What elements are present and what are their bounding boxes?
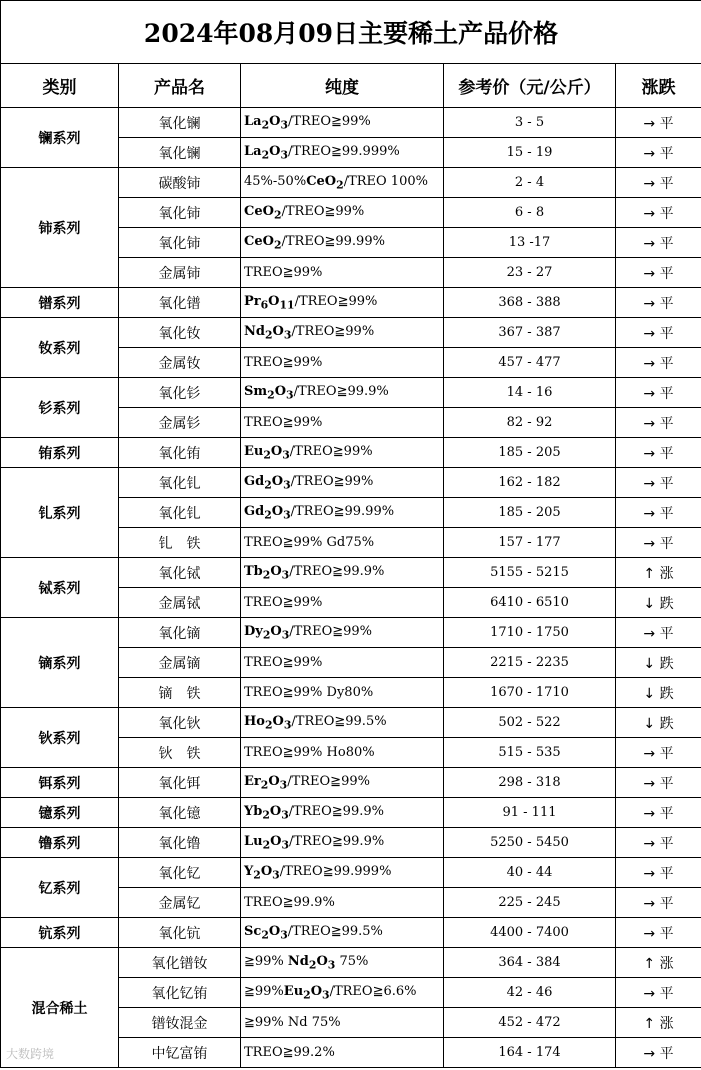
purity-cell [241, 108, 444, 138]
purity-cell [241, 288, 444, 318]
header-purity: 纯度 [241, 64, 444, 108]
trend-cell: → 平 [616, 468, 701, 498]
purity-fragment: 2 [262, 838, 271, 852]
table-row [1, 468, 701, 498]
purity-fragment: /TREO≧99.99% [290, 503, 395, 519]
purity-fragment: 3 [280, 928, 288, 942]
purity-fragment: Ho [244, 713, 265, 729]
purity-cell [241, 588, 444, 618]
purity-fragment: /TREO≧99% [290, 473, 374, 489]
table-row [1, 798, 701, 828]
trend-cell: → 平 [616, 108, 701, 138]
trend-cell: → 平 [616, 258, 701, 288]
purity-fragment: 2 [260, 778, 269, 792]
purity-cell [241, 768, 444, 798]
purity-fragment: 3 [283, 718, 292, 732]
table-row [1, 438, 701, 468]
purity-fragment: Eu [244, 443, 264, 459]
purity-fragment: 2 [264, 718, 273, 732]
price-cell: 364 - 384 [444, 948, 616, 978]
price-cell: 6410 - 6510 [444, 588, 616, 618]
category-cell: 钪系列 [1, 918, 119, 948]
purity-cell [241, 558, 444, 588]
category-cell: 铕系列 [1, 438, 119, 468]
purity-fragment: 2 [336, 178, 344, 192]
purity-fragment: O [268, 773, 280, 789]
category-cell: 钆系列 [1, 468, 119, 558]
table-row [1, 918, 701, 948]
purity-fragment: TREO≧99.9% [244, 895, 335, 910]
purity-fragment: Eu [283, 983, 304, 999]
price-cell: 3 - 5 [444, 108, 616, 138]
purity-cell [241, 918, 444, 948]
product-cell: 金属铈 [119, 258, 241, 288]
trend-cell: → 平 [616, 198, 701, 228]
purity-fragment: Sc [244, 923, 262, 939]
category-cell: 镧系列 [1, 108, 119, 168]
price-cell: 367 - 387 [444, 318, 616, 348]
purity-cell [241, 528, 444, 558]
purity-fragment: 45%-50% [244, 173, 307, 189]
trend-cell: ↓ 跌 [616, 708, 701, 738]
purity-fragment: /TREO≧99.99% [281, 233, 385, 249]
trend-cell: → 平 [616, 768, 701, 798]
product-cell: 中钇富铕 [119, 1038, 241, 1068]
purity-fragment: /TREO≧99% [287, 773, 370, 789]
price-cell: 40 - 44 [444, 858, 616, 888]
price-cell: 13 -17 [444, 228, 616, 258]
price-cell: 6 - 8 [444, 198, 616, 228]
purity-cell [241, 468, 444, 498]
price-cell: 1710 - 1750 [444, 618, 616, 648]
purity-cell [241, 798, 444, 828]
purity-fragment: 3 [280, 148, 288, 162]
purity-fragment: ≧99% [244, 953, 288, 969]
trend-cell: → 平 [616, 978, 701, 1008]
purity-fragment: /TREO≧99.9% [293, 383, 389, 399]
purity-cell [241, 948, 444, 978]
trend-cell: ↑ 涨 [616, 948, 701, 978]
purity-fragment: /TREO≧99.5% [287, 923, 383, 939]
purity-cell [241, 258, 444, 288]
purity-cell [241, 1008, 444, 1038]
purity-fragment: ≧99% Nd 75% [244, 1015, 341, 1030]
product-cell: 镝 铁 [119, 678, 241, 708]
price-cell: 2 - 4 [444, 168, 616, 198]
purity-fragment: Er [244, 773, 261, 789]
price-cell: 185 - 205 [444, 438, 616, 468]
price-cell: 185 - 205 [444, 498, 616, 528]
product-cell: 镨钕混金 [119, 1008, 241, 1038]
product-cell: 氧化镱 [119, 798, 241, 828]
table-row [1, 858, 701, 888]
purity-fragment: 2 [262, 808, 270, 822]
price-cell: 368 - 388 [444, 288, 616, 318]
purity-fragment: 3 [283, 328, 292, 342]
purity-fragment: TREO≧99% [244, 655, 323, 670]
purity-fragment: TREO≧99% [244, 415, 323, 430]
purity-fragment: O [271, 473, 284, 489]
table-row [1, 558, 701, 588]
product-cell: 氧化钆 [119, 498, 241, 528]
table-row [1, 168, 701, 198]
product-cell: 氧化镨钕 [119, 948, 241, 978]
category-cell: 钕系列 [1, 318, 119, 378]
price-cell: 42 - 46 [444, 978, 616, 1008]
category-cell: 镝系列 [1, 618, 119, 708]
purity-fragment: 3 [281, 568, 290, 582]
product-cell: 氧化钇铕 [119, 978, 241, 1008]
trend-cell: → 平 [616, 288, 701, 318]
purity-cell [241, 708, 444, 738]
purity-fragment: 2 [262, 628, 271, 642]
trend-cell: → 平 [616, 1038, 701, 1068]
product-cell: 金属镝 [119, 648, 241, 678]
trend-cell: → 平 [616, 228, 701, 258]
page-title: 2024年08月09日主要稀土产品价格 [1, 1, 701, 64]
purity-fragment: 11 [279, 298, 295, 312]
purity-fragment: /TREO≧99% [289, 443, 373, 459]
purity-fragment: ≧99% [244, 983, 284, 999]
purity-cell [241, 648, 444, 678]
purity-fragment: La [244, 143, 262, 159]
category-cell: 铈系列 [1, 168, 119, 288]
purity-fragment: O [274, 383, 287, 399]
table-row [1, 948, 701, 978]
price-cell: 225 - 245 [444, 888, 616, 918]
purity-fragment: 2 [261, 148, 270, 162]
category-cell: 钇系列 [1, 858, 119, 918]
product-cell: 氧化钬 [119, 708, 241, 738]
trend-cell: → 平 [616, 888, 701, 918]
purity-fragment: 2 [273, 208, 282, 222]
purity-fragment: O [269, 113, 281, 129]
trend-cell: → 平 [616, 408, 701, 438]
price-cell: 515 - 535 [444, 738, 616, 768]
purity-fragment: 2 [253, 868, 261, 882]
table-row [1, 108, 701, 138]
price-cell: 5250 - 5450 [444, 828, 616, 858]
purity-fragment: O [271, 503, 284, 519]
purity-fragment: O [268, 293, 280, 309]
price-cell: 1670 - 1710 [444, 678, 616, 708]
purity-fragment: Nd [244, 323, 265, 339]
purity-fragment: 2 [264, 328, 273, 342]
purity-fragment: /TREO≧99.999% [279, 863, 392, 879]
product-cell: 氧化镥 [119, 828, 241, 858]
trend-cell: → 平 [616, 168, 701, 198]
purity-cell [241, 888, 444, 918]
purity-fragment: CeO [306, 173, 337, 189]
purity-cell [241, 738, 444, 768]
trend-cell: ↑ 涨 [616, 558, 701, 588]
purity-fragment: /TREO≧99% [288, 113, 371, 129]
purity-fragment: TREO≧99% Ho80% [244, 745, 375, 760]
purity-fragment: 2 [264, 508, 272, 522]
purity-fragment: TREO≧99% Dy80% [244, 685, 374, 700]
header-product: 产品名 [119, 64, 241, 108]
product-cell: 氧化钕 [119, 318, 241, 348]
purity-fragment: CeO [244, 233, 274, 249]
purity-fragment: O [269, 803, 282, 819]
product-cell: 氧化钐 [119, 378, 241, 408]
product-cell: 氧化铈 [119, 198, 241, 228]
product-cell: 氧化铽 [119, 558, 241, 588]
purity-fragment: /TREO≧99% [281, 203, 365, 219]
table-row [1, 288, 701, 318]
category-cell: 钐系列 [1, 378, 119, 438]
purity-cell [241, 678, 444, 708]
purity-fragment: TREO≧99.2% [244, 1045, 335, 1060]
purity-fragment: O [270, 623, 282, 639]
purity-fragment: Lu [244, 833, 263, 849]
purity-fragment: 6 [260, 298, 269, 312]
purity-fragment: /TREO≧99.5% [291, 713, 387, 729]
product-cell: 钆 铁 [119, 528, 241, 558]
purity-fragment: O [272, 323, 284, 339]
purity-fragment: O [310, 983, 323, 999]
trend-cell: ↑ 涨 [616, 1008, 701, 1038]
purity-fragment: CeO [244, 203, 274, 219]
trend-cell: → 平 [616, 498, 701, 528]
purity-cell [241, 228, 444, 258]
purity-cell [241, 408, 444, 438]
price-cell: 5155 - 5215 [444, 558, 616, 588]
purity-fragment: Gd [244, 503, 265, 519]
trend-cell: → 平 [616, 618, 701, 648]
product-cell: 碳酸铈 [119, 168, 241, 198]
purity-fragment: 3 [281, 808, 289, 822]
purity-fragment: /TREO≧99% [291, 323, 375, 339]
watermark: 大数跨境 [6, 1047, 55, 1061]
header-trend: 涨跌 [616, 64, 701, 108]
product-cell: 金属钇 [119, 888, 241, 918]
purity-fragment: TREO≧99% [244, 265, 323, 280]
header-price: 参考价（元/公斤） [444, 64, 616, 108]
trend-cell: ↓ 跌 [616, 648, 701, 678]
purity-fragment: 2 [273, 238, 282, 252]
table-row [1, 318, 701, 348]
purity-cell [241, 978, 444, 1008]
purity-fragment: 3 [327, 958, 336, 972]
purity-cell [241, 198, 444, 228]
purity-fragment: O [268, 923, 281, 939]
purity-cell [241, 378, 444, 408]
price-cell: 4400 - 7400 [444, 918, 616, 948]
table-row [1, 828, 701, 858]
purity-fragment: Gd [244, 473, 265, 489]
purity-fragment: TREO≧99% [244, 595, 323, 610]
table-row [1, 768, 701, 798]
category-cell: 钬系列 [1, 708, 119, 768]
table-row [1, 378, 701, 408]
purity-fragment: 2 [263, 448, 271, 462]
purity-cell [241, 438, 444, 468]
purity-fragment: O [269, 143, 281, 159]
purity-fragment: /TREO≧99.9% [288, 803, 384, 819]
price-cell: 14 - 16 [444, 378, 616, 408]
product-cell: 氧化铕 [119, 438, 241, 468]
purity-cell [241, 348, 444, 378]
price-cell: 2215 - 2235 [444, 648, 616, 678]
product-cell: 金属钕 [119, 348, 241, 378]
purity-fragment: La [244, 113, 262, 129]
price-cell: 15 - 19 [444, 138, 616, 168]
product-cell: 金属钐 [119, 408, 241, 438]
trend-cell: → 平 [616, 348, 701, 378]
price-cell: 162 - 182 [444, 468, 616, 498]
purity-fragment: Sm [244, 383, 268, 399]
category-cell: 镥系列 [1, 828, 119, 858]
purity-fragment: 2 [261, 118, 270, 132]
price-cell: 502 - 522 [444, 708, 616, 738]
purity-fragment: Tb [244, 563, 263, 579]
purity-fragment: Pr [244, 293, 261, 309]
purity-fragment: 3 [280, 118, 288, 132]
trend-cell: ↓ 跌 [616, 588, 701, 618]
purity-fragment: 3 [283, 508, 291, 522]
purity-cell [241, 138, 444, 168]
trend-cell: → 平 [616, 438, 701, 468]
purity-fragment: O [260, 863, 273, 879]
trend-cell: → 平 [616, 858, 701, 888]
product-cell: 氧化铒 [119, 768, 241, 798]
purity-fragment: O [272, 713, 284, 729]
price-cell: 298 - 318 [444, 768, 616, 798]
purity-fragment: /TREO≧99% [294, 293, 378, 309]
trend-cell: → 平 [616, 798, 701, 828]
product-cell: 氧化镧 [119, 138, 241, 168]
product-cell: 氧化镝 [119, 618, 241, 648]
purity-fragment: O [270, 833, 282, 849]
table-row [1, 708, 701, 738]
category-cell: 镨系列 [1, 288, 119, 318]
trend-cell: → 平 [616, 738, 701, 768]
purity-fragment: 2 [264, 478, 272, 492]
purity-fragment: O [316, 953, 328, 969]
purity-fragment: 3 [286, 388, 294, 402]
purity-fragment: /TREO≧99.999% [288, 143, 400, 159]
purity-fragment: 2 [308, 958, 317, 972]
product-cell: 钬 铁 [119, 738, 241, 768]
trend-cell: → 平 [616, 138, 701, 168]
purity-fragment: Dy [244, 623, 263, 639]
header-category: 类别 [1, 64, 119, 108]
purity-fragment: 3 [281, 838, 290, 852]
purity-fragment: 3 [279, 778, 288, 792]
purity-fragment: 3 [282, 448, 290, 462]
trend-cell: → 平 [616, 378, 701, 408]
purity-fragment: TREO≧99% [244, 355, 323, 370]
purity-cell [241, 858, 444, 888]
purity-fragment: /TREO 100% [343, 173, 428, 189]
price-cell: 23 - 27 [444, 258, 616, 288]
purity-fragment: /TREO≧99.9% [289, 563, 385, 579]
purity-cell [241, 498, 444, 528]
price-cell: 91 - 111 [444, 798, 616, 828]
trend-cell: → 平 [616, 828, 701, 858]
category-cell: 镱系列 [1, 798, 119, 828]
purity-fragment: Yb [244, 803, 263, 819]
price-cell: 82 - 92 [444, 408, 616, 438]
category-cell: 铒系列 [1, 768, 119, 798]
product-cell: 氧化钆 [119, 468, 241, 498]
category-cell: 混合稀土 [1, 948, 119, 1068]
purity-fragment: TREO≧99% Gd75% [244, 535, 375, 550]
trend-cell: → 平 [616, 918, 701, 948]
purity-cell [241, 618, 444, 648]
category-cell: 铽系列 [1, 558, 119, 618]
price-cell: 164 - 174 [444, 1038, 616, 1068]
product-cell: 氧化钇 [119, 858, 241, 888]
purity-fragment: /TREO≧99.9% [289, 833, 385, 849]
purity-fragment: Nd [287, 953, 309, 969]
purity-fragment: 3 [322, 988, 330, 1002]
trend-cell: → 平 [616, 318, 701, 348]
trend-cell: ↓ 跌 [616, 678, 701, 708]
purity-fragment: 3 [283, 478, 291, 492]
product-cell: 氧化铈 [119, 228, 241, 258]
purity-fragment: 2 [303, 988, 311, 1002]
purity-fragment: O [270, 443, 283, 459]
price-cell: 157 - 177 [444, 528, 616, 558]
price-cell: 457 - 477 [444, 348, 616, 378]
purity-fragment: 75% [335, 953, 369, 969]
purity-cell [241, 318, 444, 348]
trend-cell: → 平 [616, 528, 701, 558]
product-cell: 金属铽 [119, 588, 241, 618]
product-cell: 氧化钪 [119, 918, 241, 948]
product-cell: 氧化镧 [119, 108, 241, 138]
table-row [1, 618, 701, 648]
purity-fragment: 2 [267, 388, 275, 402]
purity-fragment: 2 [261, 928, 269, 942]
price-cell: 452 - 472 [444, 1008, 616, 1038]
purity-fragment: 2 [262, 568, 271, 582]
purity-fragment: /TREO≧6.6% [329, 983, 417, 999]
purity-fragment: Y [244, 863, 254, 879]
purity-cell [241, 168, 444, 198]
purity-fragment: O [270, 563, 282, 579]
purity-fragment: 3 [281, 628, 290, 642]
purity-fragment: /TREO≧99% [289, 623, 373, 639]
purity-fragment: 3 [272, 868, 280, 882]
purity-cell [241, 828, 444, 858]
purity-cell [241, 1038, 444, 1068]
product-cell: 氧化镨 [119, 288, 241, 318]
